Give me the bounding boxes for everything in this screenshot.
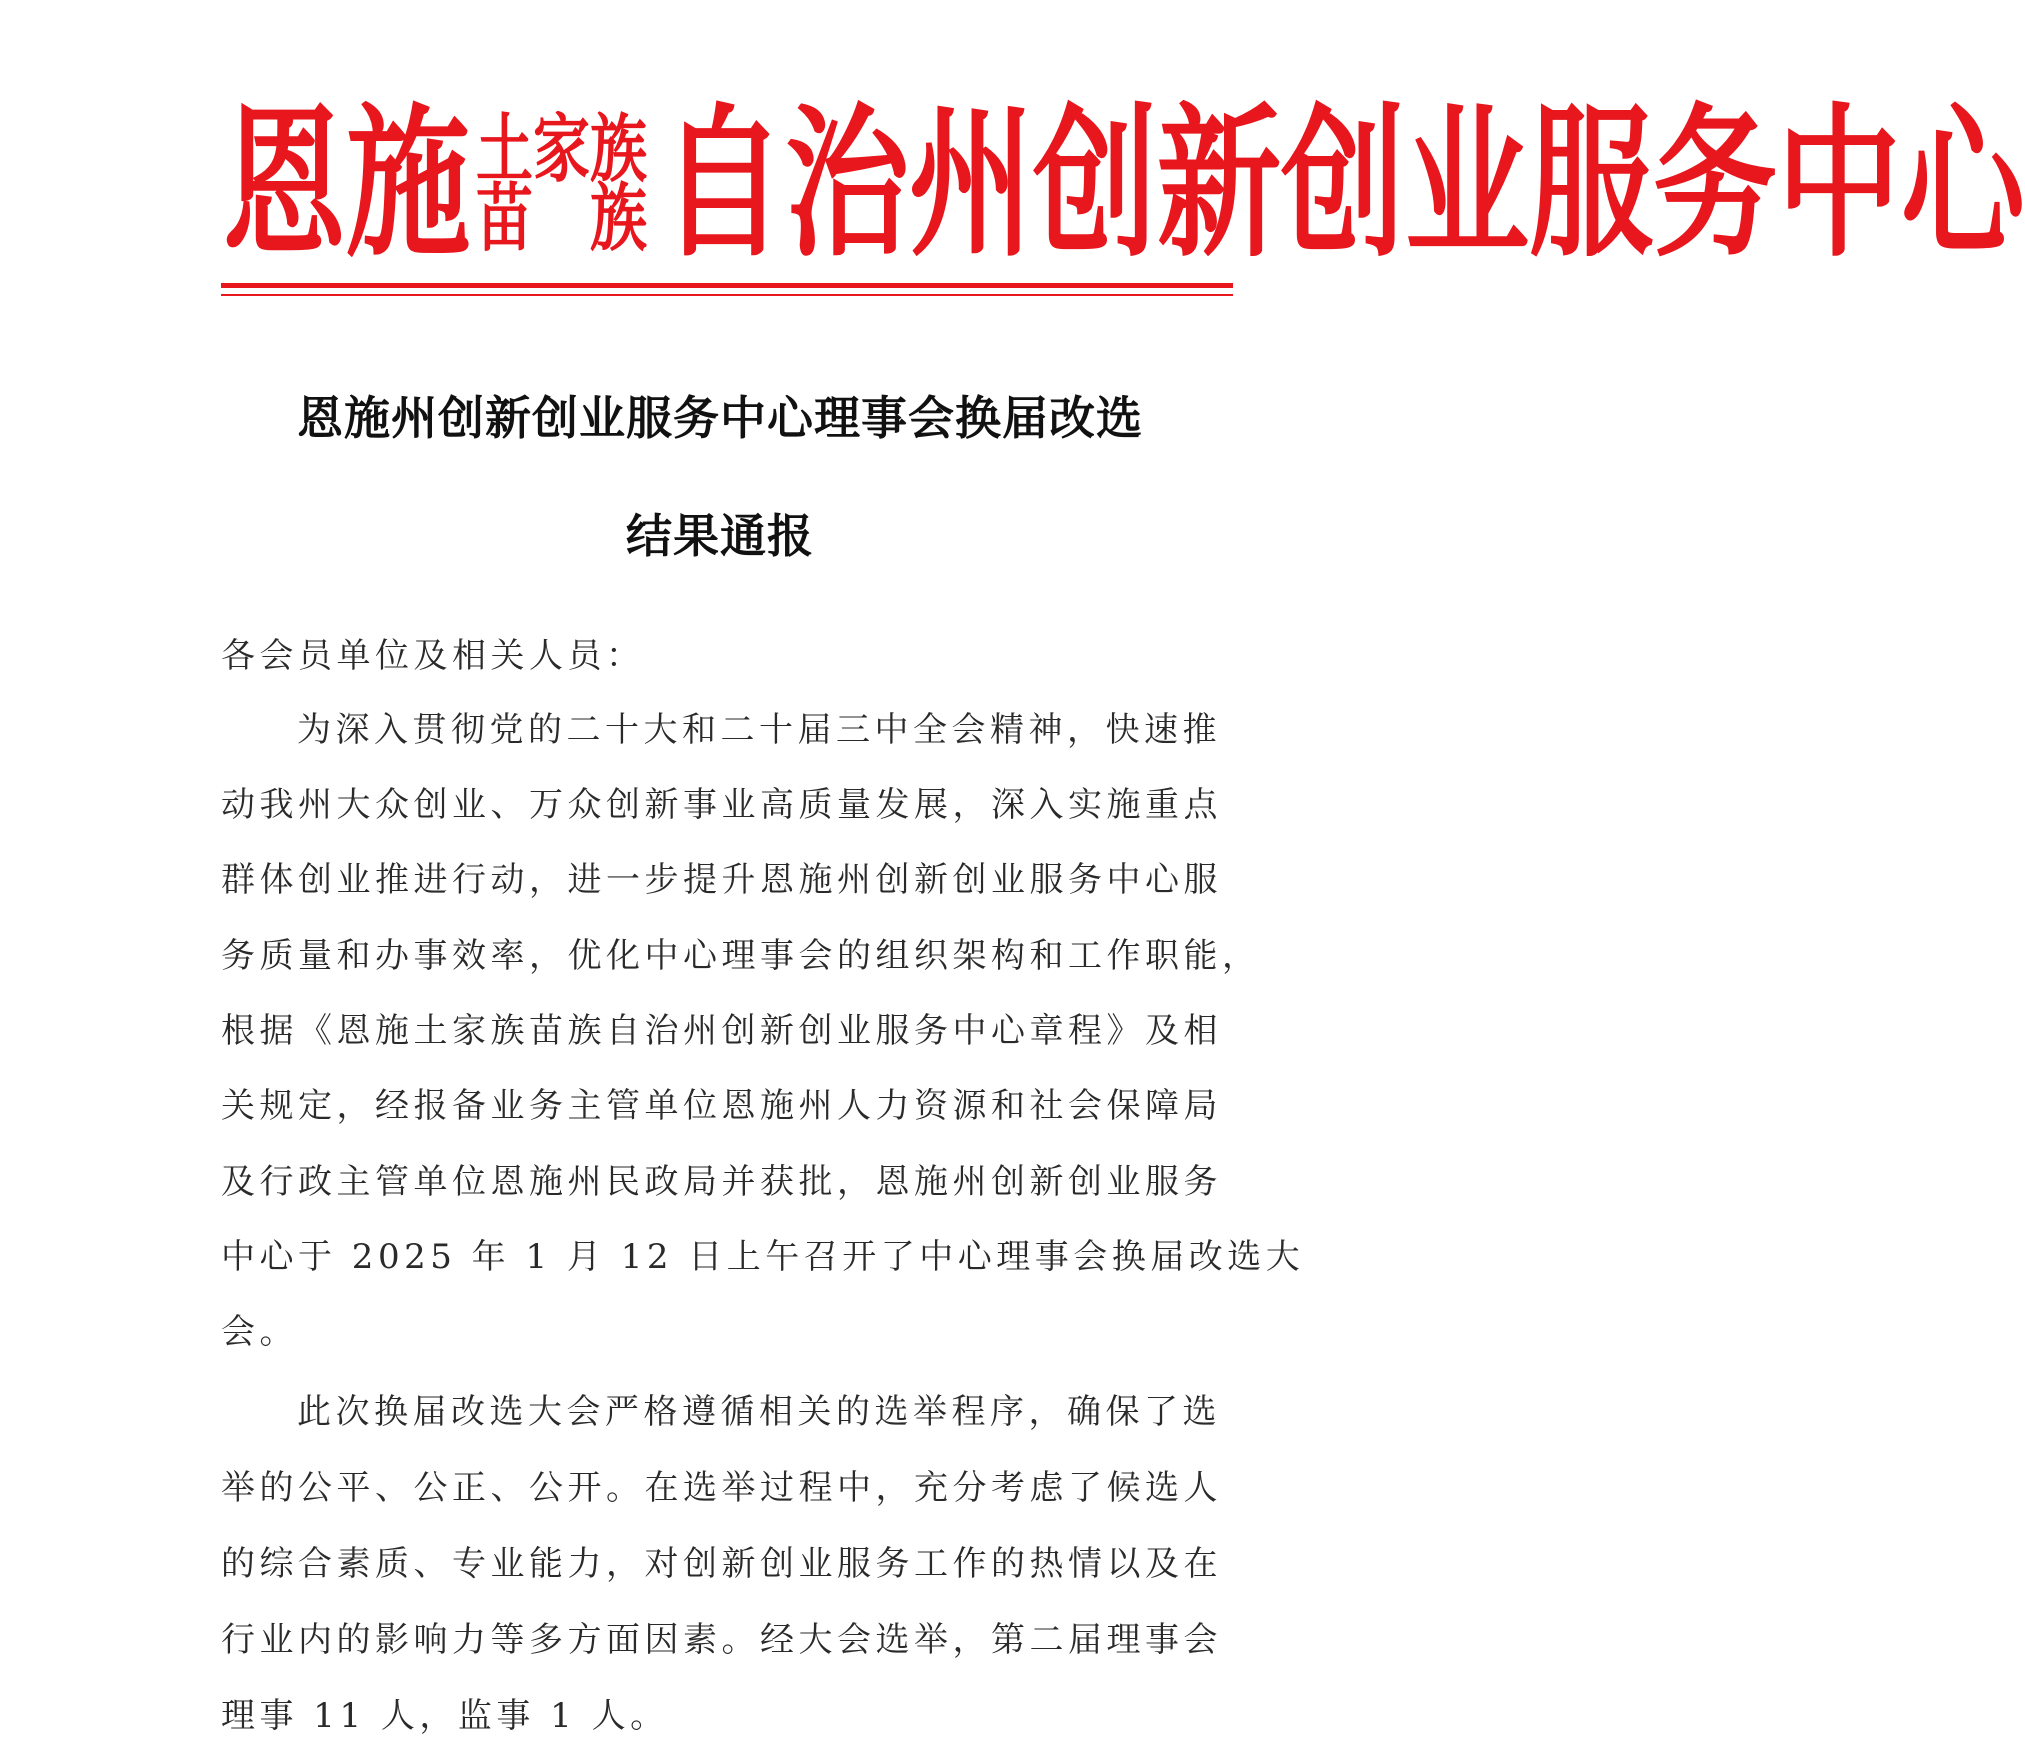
paragraph1-line: 及行政主管单位恩施州民政局并获批，恩施州创新创业服务 — [221, 1162, 1222, 1202]
letterhead-part2: 自治州创新创业服务中心 — [661, 89, 2025, 281]
paragraph2-line: 行业内的影响力等多方面因素。经大会选举，第二届理事会 — [221, 1620, 1222, 1660]
paragraph1-line: 务质量和办事效率，优化中心理事会的组织架构和工作职能， — [221, 936, 1261, 976]
paragraph1-line: 为深入贯彻党的二十大和二十届三中全会精神，快速推 — [297, 710, 1221, 750]
letterhead-lower-b: 族 — [590, 175, 648, 262]
paragraph1-line: 会。 — [221, 1312, 298, 1352]
document-title-line-2: 结果通报 — [626, 509, 814, 563]
letterhead-rule-thin — [221, 294, 1233, 296]
paragraph1-line: 中心于 2025 年 1 月 12 日上午召开了中心理事会换届改选大 — [221, 1237, 1305, 1277]
paragraph2-line: 理事 11 人，监事 1 人。 — [221, 1696, 669, 1736]
paragraph1-line: 关规定，经报备业务主管单位恩施州人力资源和社会保障局 — [221, 1086, 1222, 1126]
letterhead-upper: 土家族 — [476, 106, 648, 193]
document-title-line-1: 恩施州创新创业服务中心理事会换届改选 — [297, 391, 1143, 445]
paragraph2-line: 此次换届改选大会严格遵循相关的选举程序，确保了选 — [297, 1392, 1221, 1432]
paragraph2-line: 的综合素质、专业能力，对创新创业服务工作的热情以及在 — [221, 1544, 1222, 1584]
paragraph1-line: 动我州大众创业、万众创新事业高质量发展，深入实施重点 — [221, 785, 1222, 825]
letterhead-lower-a: 苗 — [476, 175, 534, 262]
salutation: 各会员单位及相关人员： — [221, 636, 645, 676]
paragraph1-line: 根据《恩施土家族苗族自治州创新创业服务中心章程》及相 — [221, 1011, 1222, 1051]
letterhead-part1: 恩施 — [222, 89, 471, 281]
paragraph2-line: 举的公平、公正、公开。在选举过程中，充分考虑了候选人 — [221, 1468, 1222, 1508]
letterhead-rule-thick — [221, 283, 1233, 288]
letterhead — [222, 89, 2025, 281]
letterhead-stack — [476, 106, 648, 262]
paragraph1-line: 群体创业推进行动，进一步提升恩施州创新创业服务中心服 — [221, 860, 1222, 900]
letterhead-lower — [476, 175, 648, 262]
